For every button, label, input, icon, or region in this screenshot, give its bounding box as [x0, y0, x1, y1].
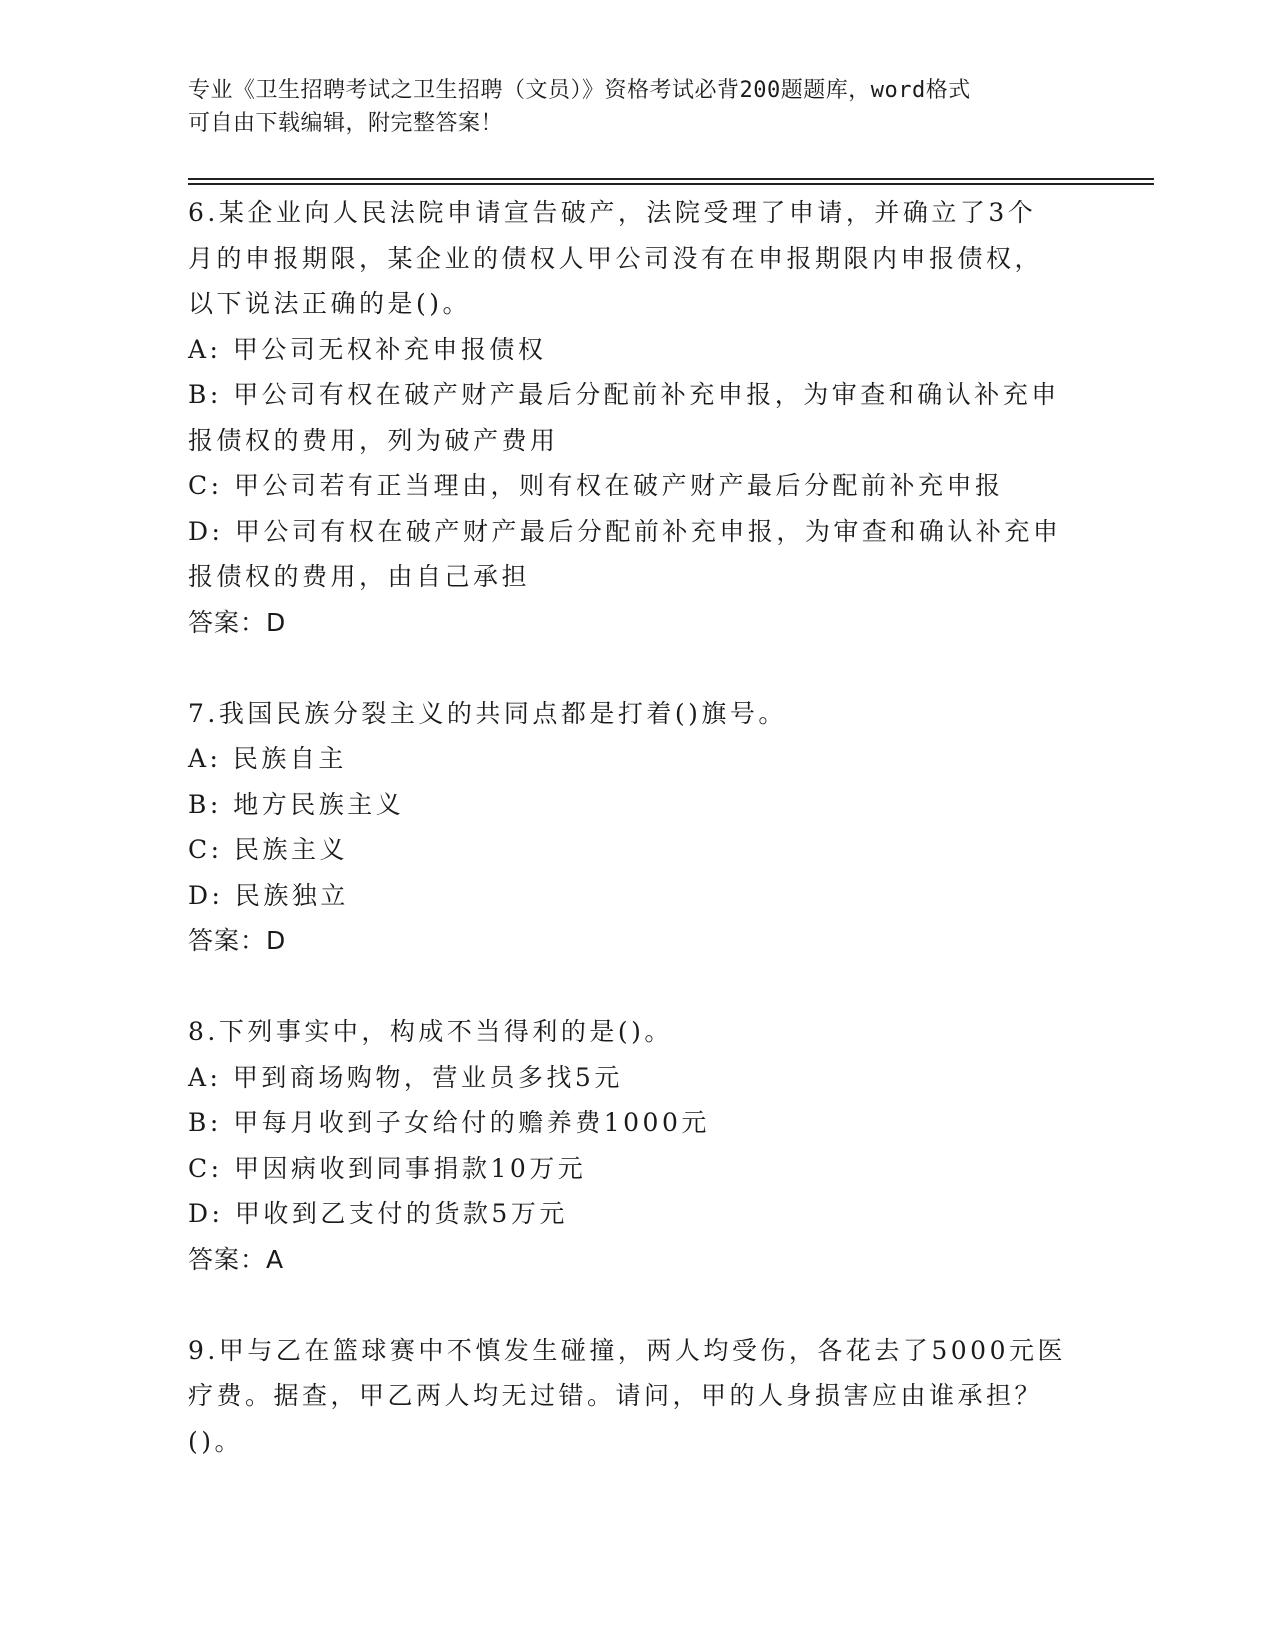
question-8 [188, 1009, 1088, 1282]
header-divider-top [188, 178, 1154, 180]
option-d: D: 甲公司有权在破产财产最后分配前补充申报，为审查和确认补充申 [188, 516, 1062, 546]
option-a: A: 民族自主 [188, 744, 347, 773]
option-a: A: 甲到商场购物，营业员多找5元 [188, 1062, 623, 1092]
question-6 [188, 190, 1088, 645]
answer-label: 答案：A [188, 1244, 285, 1274]
header-divider-bottom [188, 183, 1154, 185]
answer-label: 答案：D [188, 607, 287, 637]
question-stem-line: ()。 [188, 1426, 244, 1456]
question-stem-line: 月的申报期限，某企业的债权人甲公司没有在申报期限内申报债权， [188, 243, 1044, 273]
document-header [188, 74, 1088, 140]
answer-label: 答案：D [188, 926, 287, 955]
spacer [188, 645, 1088, 691]
question-stem-line: 以下说法正确的是()。 [188, 289, 472, 318]
option-b-continued: 报债权的费用，列为破产费用 [188, 425, 559, 455]
question-stem-line: 8.下列事实中，构成不当得利的是()。 [188, 1017, 673, 1046]
question-9 [188, 1328, 1088, 1465]
option-d: D: 民族独立 [188, 880, 349, 910]
option-d: D: 甲收到乙支付的货款5万元 [188, 1199, 568, 1228]
option-c: C: 民族主义 [188, 835, 348, 864]
header-line-1: 专业《卫生招聘考试之卫生招聘（文员）》资格考试必背200题题库，word格式 [188, 78, 971, 103]
spacer [188, 964, 1088, 1010]
option-b: B: 甲每月收到子女给付的赡养费1000元 [188, 1108, 710, 1137]
question-7 [188, 691, 1088, 964]
question-list [188, 190, 1088, 1464]
option-c: C: 甲因病收到同事捐款10万元 [188, 1153, 587, 1183]
question-stem-line: 疗费。据查，甲乙两人均无过错。请问，甲的人身损害应由谁承担？ [188, 1381, 1044, 1410]
question-stem-line: 9.甲与乙在篮球赛中不慎发生碰撞，两人均受伤，各花去了5000元医 [188, 1335, 1066, 1365]
spacer [188, 1282, 1088, 1328]
option-a: A: 甲公司无权补充申报债权 [188, 334, 547, 364]
question-stem-line: 7.我国民族分裂主义的共同点都是打着()旗号。 [188, 698, 787, 728]
header-line-2: 可自由下载编辑，附完整答案！ [188, 111, 504, 136]
option-d-continued: 报债权的费用，由自己承担 [188, 562, 531, 591]
question-stem-line: 6.某企业向人民法院申请宣告破产，法院受理了申请，并确立了3个 [188, 198, 1037, 227]
option-c: C: 甲公司若有正当理由，则有权在破产财产最后分配前补充申报 [188, 471, 1004, 500]
option-b: B: 甲公司有权在破产财产最后分配前补充申报，为审查和确认补充申 [188, 380, 1060, 409]
option-b: B: 地方民族主义 [188, 789, 405, 819]
